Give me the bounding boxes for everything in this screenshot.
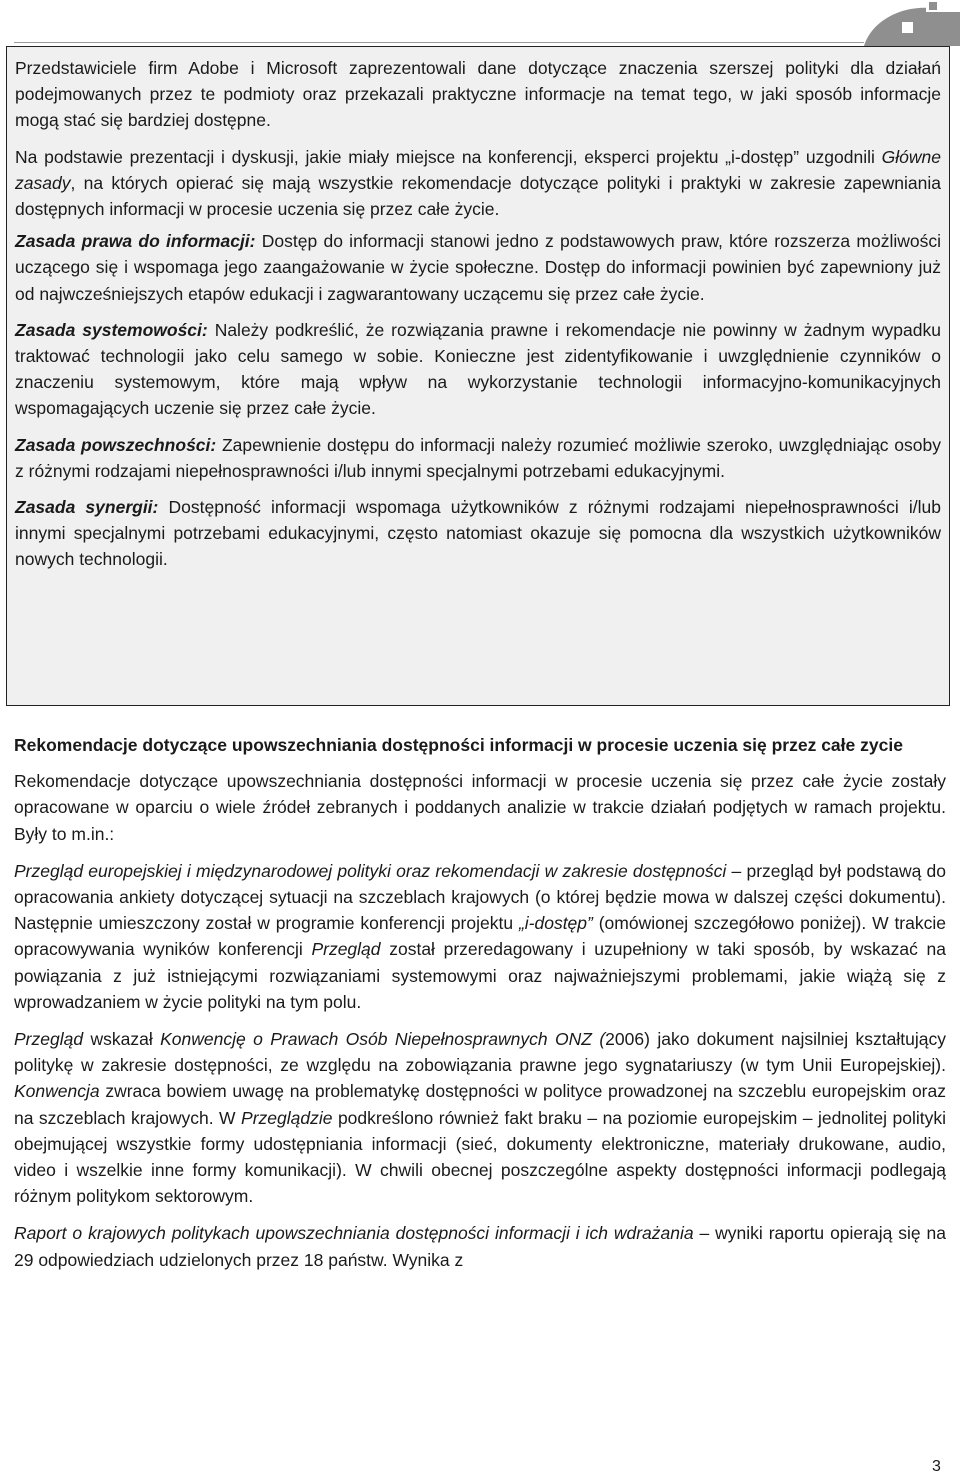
conference-text-b: , na których opierać się mają wszystkie rekomendacje dotyczące polityki i praktyki w zakresie zapewniania dostępnych informacji w procesie uczenia się przez całe życie. [15, 172, 941, 220]
intro-paragraph: Przedstawiciele firm Adobe i Microsoft zaprezentowali dane dotyczące znaczenia szerszej polityki dla działań podejmowanych przez te podmioty oraz przekazali praktyczne informacje na temat tego, w jaki sposób informacje mogą stać się bardziej dostępne. [15, 58, 941, 131]
principle-synergy [15, 494, 941, 573]
principles-box [6, 46, 950, 706]
conference-paragraph [15, 144, 941, 223]
convention-text: 2006) jako dokument najsilniej kształtujący politykę w zakresie dostępności, ze względu na zobowiązania prawne jego sygnatariuszy (w tym Unii Europejskiej). [14, 1029, 947, 1076]
convention-title: Konwencję o Prawach Osób Niepełnosprawnych ONZ ( [160, 1029, 606, 1050]
review-text: został przeredagowany i uzupełniony w taki sposób, by wskazać na powiązania z już istniejącymi rozwiązaniami systemowymi oraz najważniejszymi problemami, jakie wiążą się z wprowadzaniem w życie polityki na tym polu. [14, 939, 947, 1012]
report-paragraph [14, 1220, 946, 1272]
convention-text: podkreślono również fakt braku – na poziomie europejskim – jednolitej polityki obejmującej wszystkie formy udostępniania informacji (sieć, dokumenty elektroniczne, materiały drukowane, audio, video i wszelkie inne formy komunikacji). W chwili obecnej poszczególne aspekty dostępności informacji podlegają różnym politykom sektorowym. [14, 1107, 946, 1207]
review-paragraph [14, 858, 946, 1015]
page-number: 3 [932, 1458, 941, 1475]
principle-text: Dostęp do informacji stanowi jedno z podstawowych praw, które rozszerza możliwości uczącego się i wspomaga jego zaangażowanie w życie społeczne. Dostęp do informacji powinien być zapewniony już od najwcześniejszych etapów edukacji i zagwarantowany uczącemu się przez całe życie. [15, 231, 941, 304]
principle-right-to-information [15, 228, 941, 307]
main-principles-term: Główne zasady [15, 146, 941, 193]
section-heading: Rekomendacje dotyczące upowszechniania dostępności informacji w procesie uczenia się przez całe zycie [14, 735, 903, 755]
corner-logo-icon [862, 0, 960, 46]
report-title: Raport o krajowych politykach upowszechniania dostępności informacji i ich wdrażania [14, 1223, 694, 1244]
convention-paragraph [14, 1026, 946, 1209]
principle-text: Zapewnienie dostępu do informacji należy rozumieć możliwie szeroko, uwzględniając osoby z różnymi rodzajami niepełnosprawności i/lub innymi specjalnymi potrzebami edukacyjnymi. [15, 434, 941, 481]
conference-text-a: Na podstawie prezentacji i dyskusji, jakie miały miejsce na konferencji, eksperci projektu „i-dostęp” uzgodnili [15, 146, 882, 167]
principle-universality [15, 432, 941, 484]
principle-label: Zasada powszechności: [15, 434, 217, 455]
convention-text: wskazał [83, 1029, 161, 1050]
convention-ref: Konwencja [14, 1081, 100, 1102]
review-ref: Przegląd [14, 1029, 84, 1050]
principle-text: Należy podkreślić, że rozwiązania prawne i rekomendacje nie powinny w żadnym wypadku traktować technologii jako celu samego w sobie. Konieczne jest zidentyfikowanie i uwzględnienie czynników o znaczeniu systemowym, które mają wpływ na wykorzystanie technologii informacyjno-komunikacyjnych wspomagających uczenie się przez całe życie. [15, 319, 941, 419]
review-ref: Przegląd [311, 939, 381, 960]
sources-intro-paragraph: Rekomendacje dotyczące upowszechniania dostępności informacji w procesie uczenia się przez całe życie zostały opracowane w oparciu o wiele źródeł zebranych i poddanych analizie w trakcie działań podjętych w ramach projektu. Były to m.in.: [14, 771, 946, 844]
review-text: (omówionej szczegółowo poniżej). W trakcie opracowywania wyników konferencji [14, 913, 946, 960]
principle-label: Zasada prawa do informacji: [15, 231, 256, 252]
principle-label: Zasada systemowości: [15, 319, 208, 340]
principle-text: Dostępność informacji wspomaga użytkowników z różnymi rodzajami niepełnosprawności i/lub innymi specjalnymi potrzebami edukacyjnymi, często natomiast okazuje się pomocna dla wszystkich użytkowników nowych technologii. [15, 497, 941, 570]
recommendations-section [14, 732, 946, 1284]
principle-systemic [15, 317, 941, 422]
header-rule [14, 42, 864, 43]
review-title: Przegląd europejskiej i międzynarodowej polityki oraz rekomendacji w zakresie dostępności [14, 860, 727, 881]
convention-text: zwraca bowiem uwagę na problematykę dostępności w polityce prowadzonej na szczeblu europejskim oraz na szczeblach krajowych. W [14, 1081, 946, 1128]
project-name: „i-dostęp” [518, 913, 593, 934]
review-text: – przegląd był podstawą do opracowania ankiety dotyczącej sytuacji na szczeblach krajowych (o której będzie mowa w dalszej części dokumentu). Następnie umieszczony został w programie konferencji projektu [14, 860, 946, 934]
review-ref: Przeglądzie [241, 1107, 333, 1128]
report-text: – wyniki raportu opierają się na 29 odpowiedziach udzielonych przez 18 państw. Wynika z [14, 1223, 946, 1270]
principle-label: Zasada synergii: [15, 497, 159, 518]
